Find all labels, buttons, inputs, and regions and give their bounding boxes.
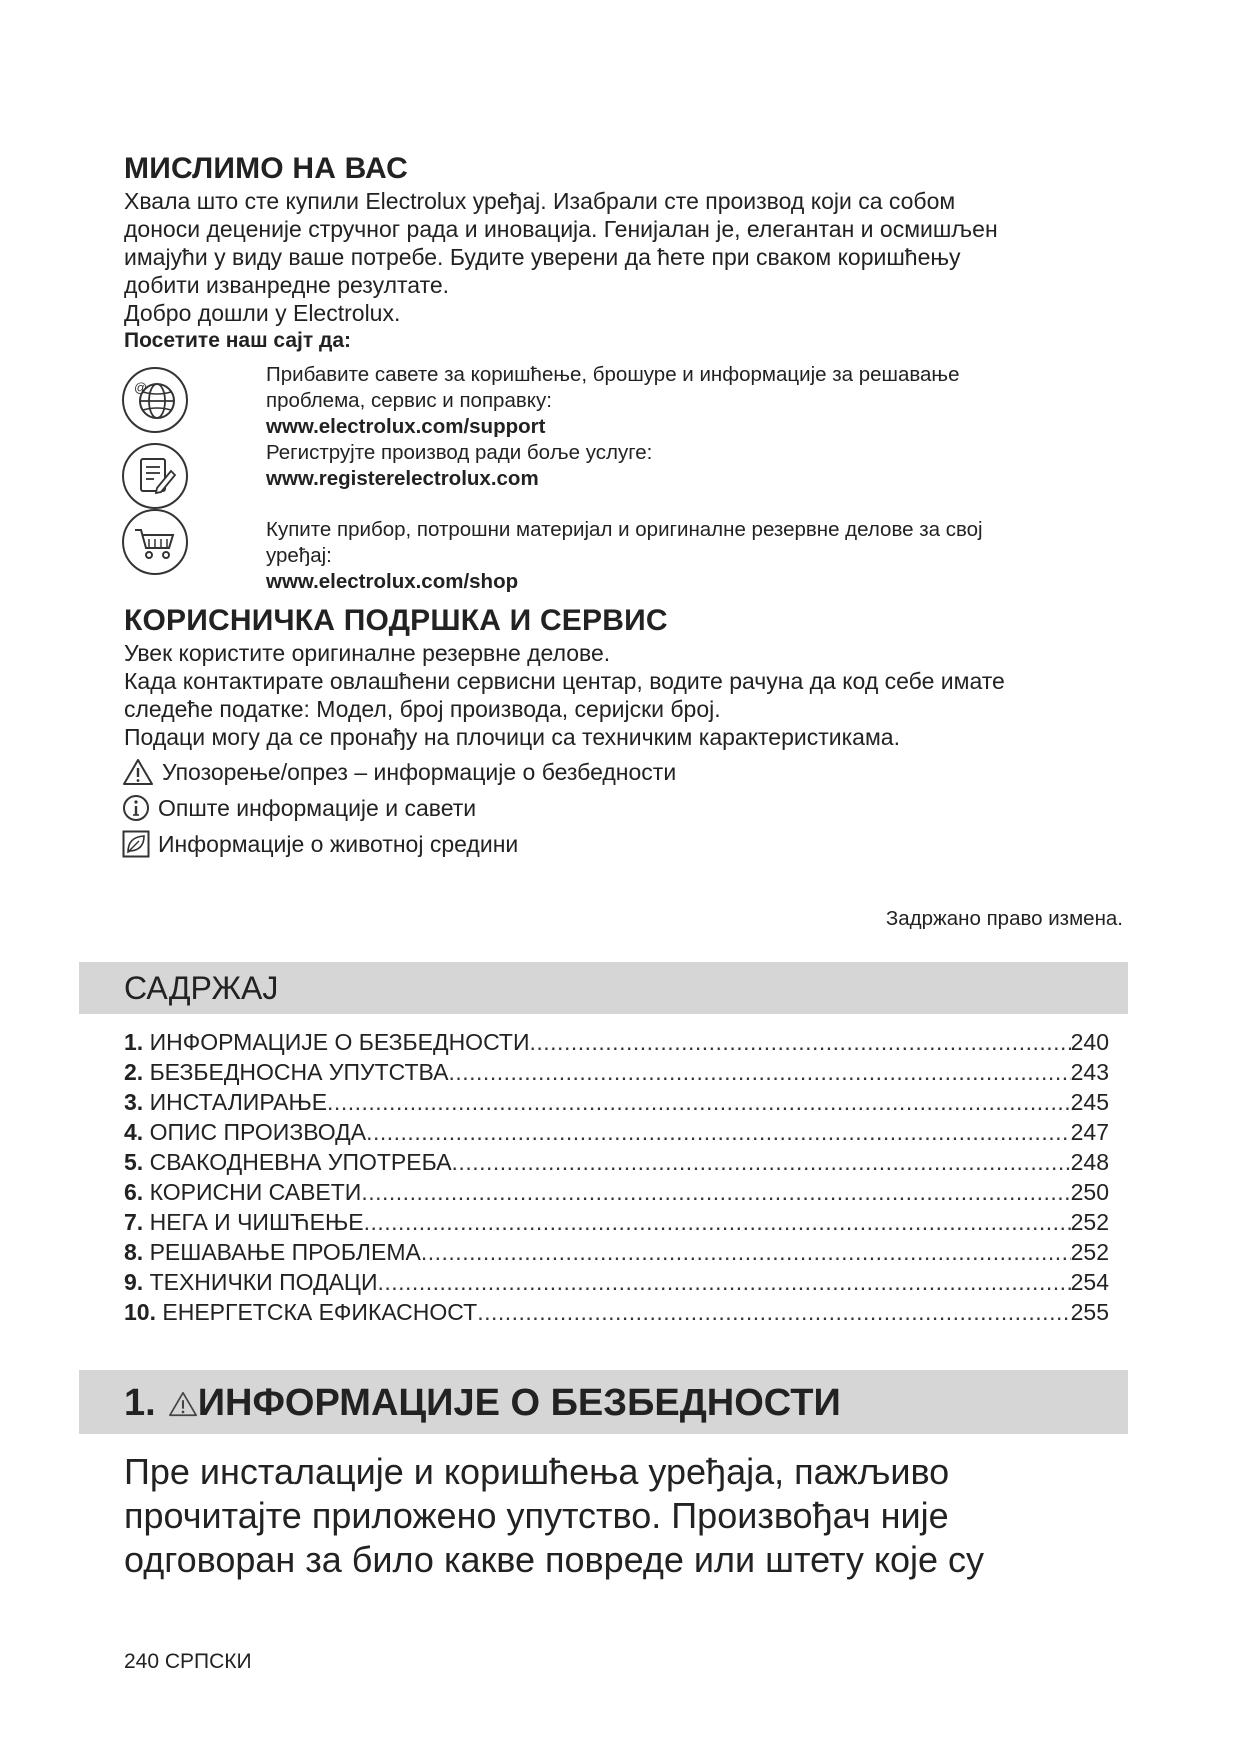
warning-icon (122, 758, 154, 786)
toc-list (124, 1027, 1109, 1327)
toc-item-number: 3. (124, 1089, 144, 1115)
support-line: Увек користите оригиналне резервне делове. (124, 640, 611, 666)
toc-item[interactable] (124, 1177, 1109, 1207)
register-document-icon (121, 442, 189, 510)
page-footer-label: 240 СРПСКИ (124, 1650, 252, 1673)
toc-item-number: 7. (124, 1209, 144, 1235)
toc-item-page: 254 (1070, 1269, 1109, 1295)
toc-item-title: ИНСТАЛИРАЊЕ (149, 1089, 328, 1115)
site-link-support (266, 362, 1166, 492)
toc-item-page: 252 (1070, 1239, 1109, 1265)
welcome-paragraph (124, 187, 1124, 355)
globe-icon (121, 366, 189, 434)
safety-heading-text: ИНФОРМАЦИЈЕ О БЕЗБЕДНОСТИ (197, 1382, 841, 1424)
legend-item-environment (122, 826, 676, 862)
warning-icon (168, 1390, 198, 1418)
toc-item-page: 255 (1070, 1299, 1109, 1325)
legend-text: Информације о животној средини (158, 830, 519, 857)
toc-leader-dots (448, 1057, 1070, 1087)
toc-leader-dots (366, 1117, 1071, 1147)
toc-leader-dots (477, 1297, 1070, 1327)
site-link-shop (266, 517, 1166, 595)
legend-text: Опште информације и савети (158, 794, 477, 821)
toc-item[interactable] (124, 1147, 1109, 1177)
legend-item-info (122, 790, 676, 826)
toc-item-page: 245 (1070, 1089, 1109, 1115)
toc-leader-dots (364, 1207, 1071, 1237)
rights-note: Задржано право измена. (885, 907, 1123, 930)
register-url-link[interactable]: www.registerelectrolux.com (266, 467, 539, 490)
toc-item[interactable] (124, 1117, 1109, 1147)
shop-url-link[interactable]: www.electrolux.com/shop (266, 570, 519, 593)
site-link-description: уређај: (266, 544, 332, 567)
site-link-description: Региструјте производ ради боље услуге: (266, 441, 653, 464)
toc-item[interactable] (124, 1237, 1109, 1267)
toc-item-title: КОРИСНИ САВЕТИ (149, 1179, 362, 1205)
toc-item[interactable] (124, 1057, 1109, 1087)
toc-item-title: ОПИС ПРОИЗВОДА (149, 1119, 367, 1145)
toc-leader-dots (327, 1087, 1071, 1117)
leaf-icon (122, 830, 150, 858)
support-line: следеће податке: Модел, број производа, серијски број. (124, 696, 721, 722)
toc-item-number: 1. (124, 1029, 144, 1055)
toc-item-title: СВАКОДНЕВНА УПОТРЕБА (149, 1149, 452, 1175)
toc-item[interactable] (124, 1207, 1109, 1237)
safety-intro-line: Пре инсталације и коришћења уређаја, пажљиво (124, 1451, 950, 1492)
welcome-line: доноси деценије стручног рада и иновација. Генијалан је, елегантан и осмишљен (124, 216, 998, 242)
toc-header-band (79, 962, 1128, 1014)
safety-heading (124, 1382, 841, 1425)
safety-intro-line: одговоран за било какве повреде или штету које су (124, 1539, 985, 1580)
toc-item-number: 6. (124, 1179, 144, 1205)
legend-list (122, 754, 676, 862)
toc-item[interactable] (124, 1027, 1109, 1057)
legend-text: Упозорење/опрез – информације о безбедности (162, 758, 677, 785)
welcome-line: имајући у виду ваше потребе. Будите уверени да ћете при сваком коришћењу (124, 244, 961, 270)
support-heading: КОРИСНИЧКА ПОДРШКА И СЕРВИС (124, 604, 668, 637)
toc-item-number: 9. (124, 1269, 144, 1295)
toc-item-title: БЕЗБЕДНОСНА УПУТСТВА (149, 1059, 449, 1085)
toc-item-title: ТЕХНИЧКИ ПОДАЦИ (149, 1269, 378, 1295)
welcome-greeting: Добро дошли у Electrolux. (124, 300, 401, 326)
toc-item-page: 243 (1070, 1059, 1109, 1085)
support-paragraph (124, 639, 1124, 751)
toc-item-number: 5. (124, 1149, 144, 1175)
toc-item-page: 248 (1070, 1149, 1109, 1175)
toc-item-page: 252 (1070, 1209, 1109, 1235)
toc-item-title: ИНФОРМАЦИЈЕ О БЕЗБЕДНОСТИ (149, 1029, 530, 1055)
toc-item-title: ЕНЕРГЕТСКА ЕФИКАСНОСТ (162, 1299, 478, 1325)
legend-item-warning (122, 754, 676, 790)
toc-item-title: НЕГА И ЧИШЋЕЊЕ (149, 1209, 364, 1235)
site-link-description: Купите прибор, потрошни материјал и оригиналне резервне делове за свој (266, 518, 983, 541)
safety-heading-number: 1. (124, 1382, 156, 1424)
toc-item-page: 250 (1070, 1179, 1109, 1205)
toc-leader-dots (361, 1177, 1070, 1207)
toc-item-number: 2. (124, 1059, 144, 1085)
toc-leader-dots (452, 1147, 1071, 1177)
welcome-line: добити изванредне резултате. (124, 272, 450, 298)
info-icon (122, 794, 150, 822)
welcome-line: Хвала што сте купили Electrolux уређај. Изабрали сте производ који са собом (124, 188, 956, 214)
site-link-description: Прибавите савете за коришћење, брошуре и информације за решавање (266, 363, 960, 386)
toc-item-title: РЕШАВАЊЕ ПРОБЛЕМА (149, 1239, 421, 1265)
site-link-description: проблема, сервис и поправку: (266, 389, 552, 412)
toc-leader-dots (421, 1237, 1071, 1267)
welcome-heading: МИСЛИМО НА ВАС (124, 152, 408, 185)
safety-intro (124, 1450, 984, 1582)
toc-item[interactable] (124, 1297, 1109, 1327)
toc-item[interactable] (124, 1087, 1109, 1117)
visit-label: Посетите наш сајт да: (124, 329, 351, 352)
support-url-link[interactable]: www.electrolux.com/support (266, 415, 546, 438)
svg-text:@: @ (134, 380, 148, 395)
toc-item[interactable] (124, 1267, 1109, 1297)
safety-intro-line: прочитајте приложено упутство. Произвођач није (124, 1495, 949, 1536)
toc-item-page: 240 (1070, 1029, 1109, 1055)
shopping-cart-icon (121, 508, 189, 576)
toc-heading: САДРЖАЈ (124, 970, 279, 1006)
toc-item-number: 4. (124, 1119, 144, 1145)
toc-item-number: 10. (124, 1299, 156, 1325)
toc-leader-dots (530, 1027, 1071, 1057)
toc-item-number: 8. (124, 1239, 144, 1265)
toc-leader-dots (377, 1267, 1070, 1297)
support-line: Подаци могу да се пронађу на плочици са техничким карактеристикама. (124, 724, 900, 750)
support-line: Када контактирате овлашћени сервисни центар, водите рачуна да код себе имате (124, 668, 1005, 694)
safety-header-band (79, 1370, 1128, 1434)
toc-item-page: 247 (1070, 1119, 1109, 1145)
